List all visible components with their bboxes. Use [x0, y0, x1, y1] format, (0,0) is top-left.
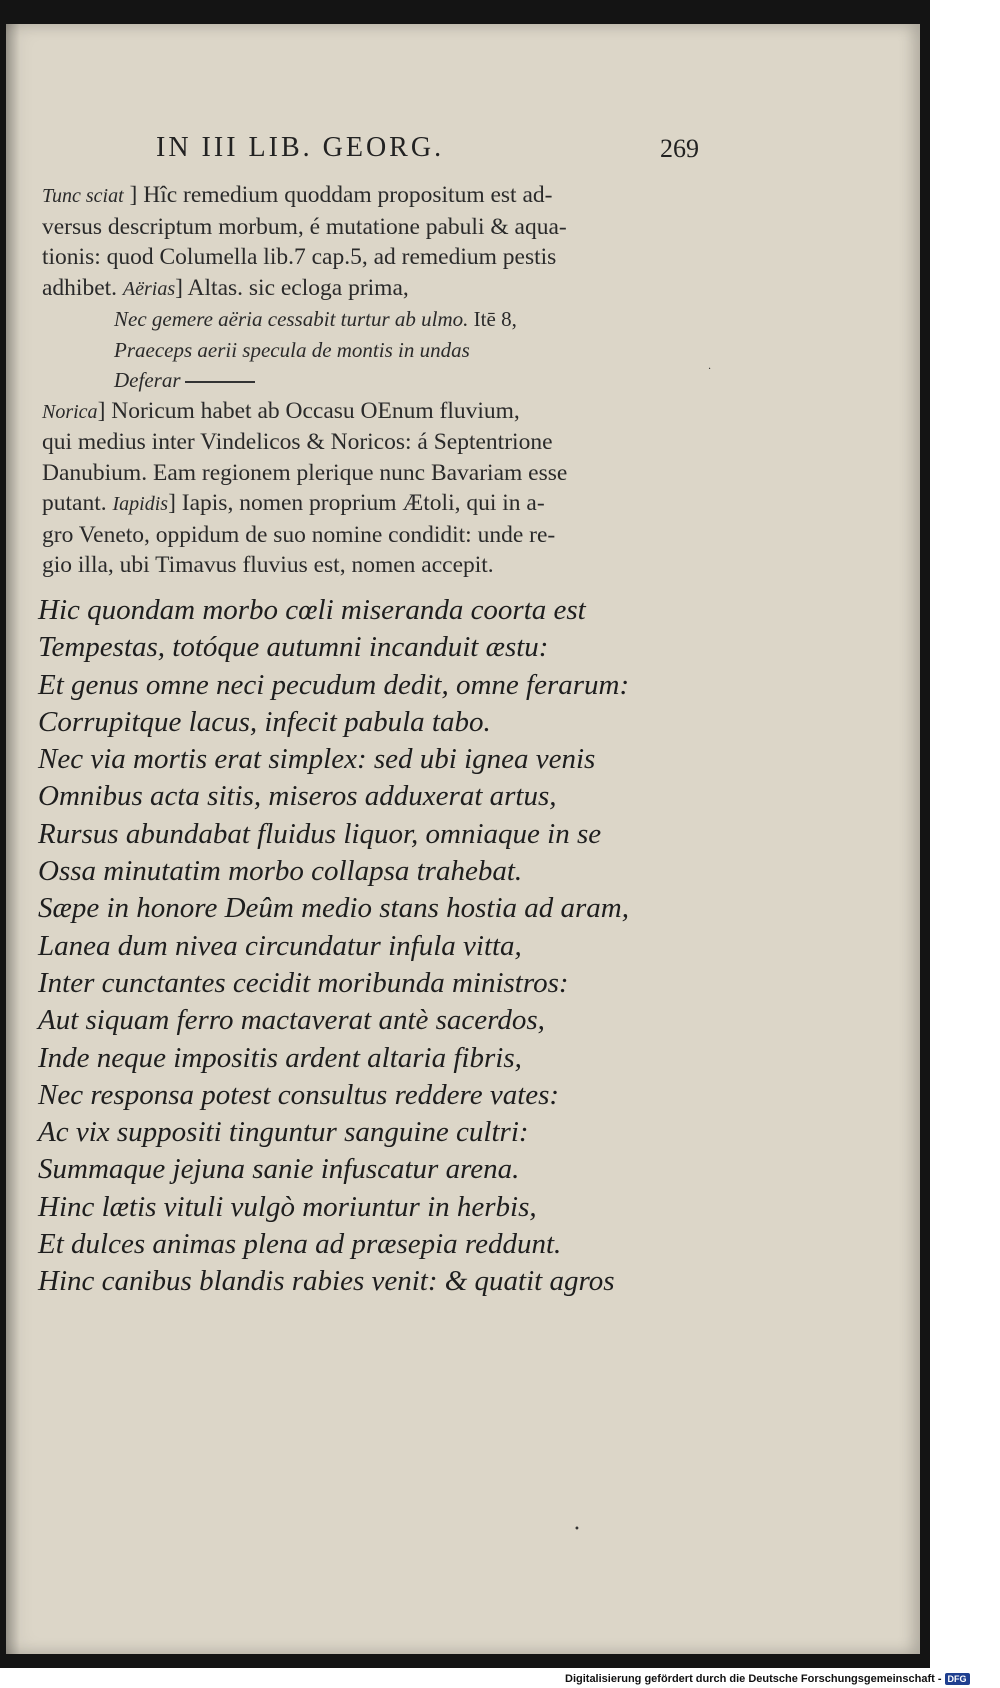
verse-line: Corrupitque lacus, infecit pabula tabo.	[38, 705, 491, 738]
commentary-line: gro Veneto, oppidum de suo nomine condidit: unde re-	[42, 521, 556, 548]
commentary-line: Danubium. Eam regionem plerique nunc Bavariam esse	[42, 459, 568, 486]
verse-block	[38, 592, 678, 1301]
lemma: Aërias	[122, 277, 176, 300]
commentary-text: ] Altas. sic ecloga prima,	[175, 274, 409, 301]
commentary-text: ] Hîc remedium quoddam propositum est ad-	[129, 182, 553, 208]
ink-speck: ·	[708, 364, 712, 375]
commentary-line	[42, 273, 672, 305]
verse-line: Hic quondam morbo cœli miseranda coorta est	[38, 594, 586, 626]
running-title: IN III LIB. GEORG.	[156, 132, 445, 163]
verse-line: Et genus omne neci pecudum dedit, omne ferarum:	[38, 668, 630, 701]
quotation-line	[42, 365, 672, 396]
commentary-line	[42, 396, 672, 428]
book-page	[6, 24, 920, 1654]
verse-line: Nec via mortis erat simplex: sed ubi ignea venis	[38, 743, 596, 776]
verse-line: Aut siquam ferro mactaverat antè sacerdos,	[38, 1004, 545, 1037]
verse-line: Tempestas, totóque autumni incanduit æstu:	[38, 631, 549, 664]
page-number: 269	[660, 134, 699, 163]
dfg-logo: DFG	[945, 1673, 970, 1685]
commentary-text: putant.	[42, 490, 107, 516]
commentary-line: versus descriptum morbum, é mutatione pabuli & aqua-	[42, 213, 567, 240]
quotation-line	[42, 304, 672, 335]
commentary-line: qui medius inter Vindelicos & Noricos: á Septentrione	[42, 429, 553, 455]
commentary-line: gio illa, ubi Timavus fluvius est, nomen accepit.	[42, 552, 494, 578]
commentary-text: ] Noricum habet ab Occasu OEnum fluvium,	[97, 397, 520, 424]
quotation-text: Deferar	[114, 368, 181, 392]
digitization-footer	[565, 1669, 1000, 1688]
verse-line: Hinc canibus blandis rabies venit: & quatit agros	[38, 1265, 615, 1298]
lemma: Tunc sciat	[42, 185, 124, 207]
verse-line: Ossa minutatim morbo collapsa trahebat.	[38, 855, 523, 888]
verse-line: Hinc lætis vituli vulgò moriuntur in herbis,	[38, 1190, 537, 1223]
commentary-text: adhibet.	[42, 274, 118, 301]
commentary-text: ] Iapis, nomen proprium Ætoli, qui in a-	[168, 490, 545, 516]
verse-line: Inde neque impositis ardent altaria fibris,	[38, 1041, 522, 1074]
lemma: Norica	[42, 400, 98, 423]
commentary-line: tionis: quod Columella lib.7 cap.5, ad remedium pestis	[42, 244, 557, 270]
ink-speck: •	[574, 1524, 580, 1535]
lemma: Iapidis	[112, 493, 169, 515]
verse-line: Ac vix suppositi tinguntur sanguine cultri:	[38, 1116, 529, 1149]
commentary-line	[42, 488, 672, 520]
verse-line: Sæpe in honore Deûm medio stans hostia ad aram,	[38, 892, 629, 925]
commentary-line	[42, 180, 672, 212]
verse-line: Nec responsa potest consultus reddere vates:	[38, 1078, 560, 1111]
footer-credit: Digitalisierung gefördert durch die Deutsche Forschungsgemeinschaft -	[565, 1672, 942, 1685]
quotation-reference: Itē 8,	[473, 307, 517, 331]
verse-line: Inter cunctantes cecidit moribunda ministros:	[38, 966, 569, 999]
commentary-block	[42, 180, 672, 581]
quotation-text: Nec gemere aëria cessabit turtur ab ulmo.	[114, 307, 469, 331]
verse-line: Omnibus acta sitis, miseros adduxerat artus,	[38, 780, 557, 813]
verse-line: Lanea dum nivea circundatur infula vitta,	[38, 929, 522, 962]
verse-line: Et dulces animas plena ad præsepia reddunt.	[38, 1228, 562, 1261]
ellipsis-rule	[185, 381, 255, 383]
verse-line: Summaque jejuna sanie infuscatur arena.	[38, 1153, 520, 1186]
quotation-line: Praeceps aerii specula de montis in undas	[114, 337, 470, 362]
verse-line: Rursus abundabat fluidus liquor, omniaque in se	[38, 817, 602, 850]
